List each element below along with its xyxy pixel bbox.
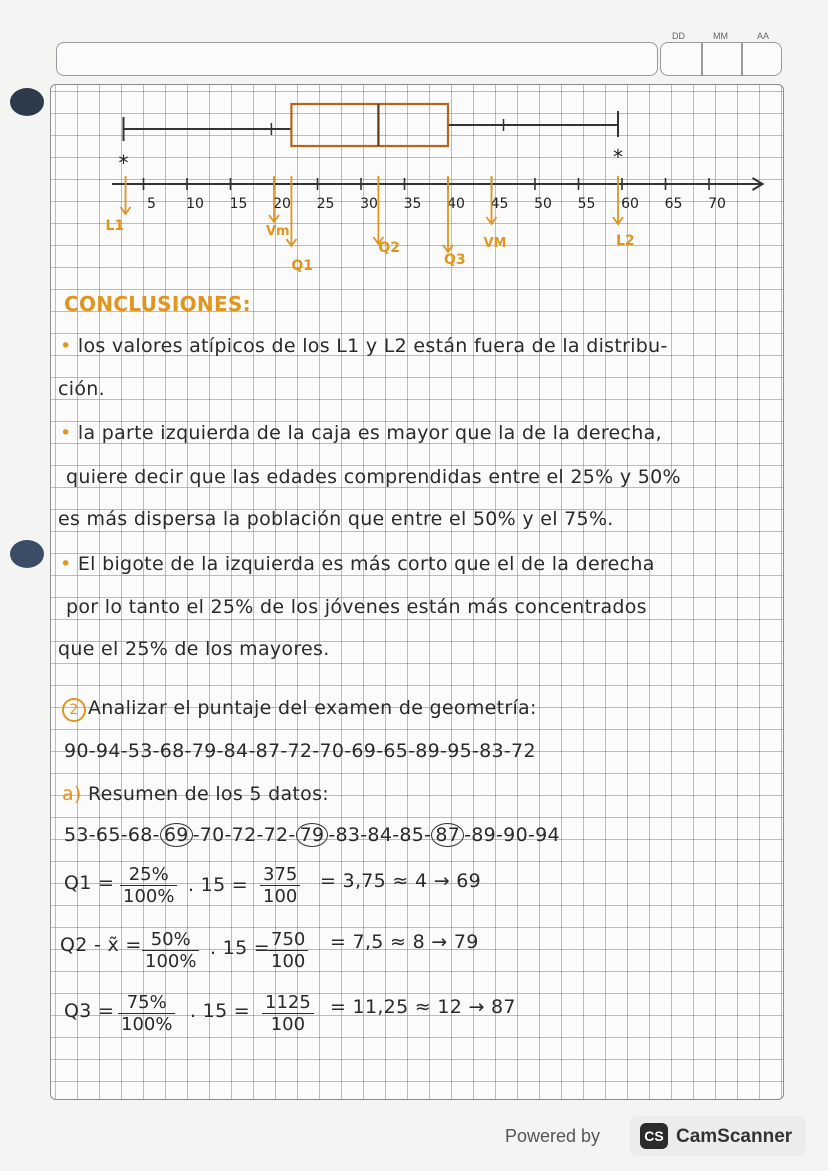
camscanner-logo-icon: CS	[640, 1123, 668, 1149]
conclusion-line: • los valores atípicos de los L1 y L2 están fuera de la distribu-	[60, 335, 668, 357]
part-label: a)	[62, 783, 82, 805]
q2-result: = 7,5 ≈ 8 → 79	[330, 931, 479, 953]
powered-by-text: Powered by	[505, 1126, 601, 1146]
label-l1: L1	[105, 218, 125, 234]
axis-tick-label: 10	[186, 196, 204, 212]
q3-mult: . 15 =	[190, 1000, 251, 1022]
q1-lhs: Q1 =	[64, 872, 115, 894]
axis-tick-label: 65	[664, 196, 683, 212]
conclusion-line: por lo tanto el 25% de los jóvenes están más concentrados	[66, 596, 647, 618]
date-label-year: AA	[757, 31, 770, 41]
q1-result: = 3,75 ≈ 4 → 69	[320, 870, 482, 892]
exercise-title: 2 Analizar el puntaje del examen de geometría:	[62, 697, 537, 722]
q2-fraction-2: $\frac{750}{100}$	[268, 929, 308, 972]
circled-value: 69	[160, 823, 193, 847]
axis-tick-label: 40	[447, 196, 465, 212]
axis-tick-label: 55	[577, 196, 596, 212]
axis-tick-label: 30	[360, 196, 378, 212]
label-vm-right: VM	[483, 236, 507, 251]
outlier-mark-right: *	[613, 145, 623, 169]
label-vm-left: Vm	[266, 224, 290, 239]
conclusion-line: que el 25% de los mayores.	[58, 638, 330, 660]
q1-mult: . 15 =	[188, 874, 249, 896]
label-l2: L2	[616, 233, 635, 249]
conclusion-line: • la parte izquierda de la caja es mayor que la de la derecha,	[60, 422, 662, 444]
q2-fraction: $\frac{50\%}{100\%}$	[142, 929, 199, 972]
q1-fraction-2: $\frac{375}{100}$	[260, 864, 300, 907]
axis-tick-label: 20	[273, 196, 291, 212]
boxplot-diagram	[0, 0, 828, 300]
axis-tick-label: 45	[490, 196, 509, 212]
axis-tick-label: 15	[229, 196, 248, 212]
axis-tick-label: 60	[621, 196, 639, 212]
q3-result: = 11,25 ≈ 12 → 87	[330, 996, 516, 1018]
conclusion-line: es más dispersa la población que entre el 50% y el 75%.	[58, 508, 614, 530]
q1-fraction: $\frac{25\%}{100\%}$	[120, 864, 177, 907]
outlier-mark-left: *	[118, 151, 129, 175]
interquartile-box	[291, 104, 448, 146]
date-label-month: MM	[713, 31, 728, 41]
camscanner-name: CamScanner	[676, 1126, 793, 1147]
axis-tick-label: 5	[147, 196, 156, 212]
conclusion-line: ción.	[58, 378, 105, 400]
q2-mult: . 15 =	[210, 937, 271, 959]
conclusion-line: quiere decir que las edades comprendidas entre el 25% y 50%	[66, 466, 681, 488]
circled-value: 87	[431, 823, 464, 847]
sorted-data: 53-65-68- 69 -70-72-72- 79 -83-84-85- 87 -89-90-94	[64, 824, 560, 846]
q3-lhs: Q3 =	[64, 1000, 115, 1022]
part-a-heading: a) Resumen de los 5 datos:	[62, 783, 329, 805]
axis-tick-label: 70	[708, 196, 726, 212]
circled-value: 79	[296, 823, 329, 847]
label-q1: Q1	[291, 258, 314, 274]
conclusions-title: CONCLUSIONES:	[64, 292, 251, 316]
exercise-data: 90-94-53-68-79-84-87-72-70-69-65-89-95-83-72	[64, 740, 536, 762]
label-q3: Q3	[444, 252, 466, 268]
conclusion-line: • El bigote de la izquierda es más corto que el de la derecha	[60, 553, 655, 575]
label-q2: Q2	[378, 240, 401, 256]
axis-tick-label: 25	[316, 196, 335, 212]
exercise-number: 2	[62, 698, 86, 722]
q2-lhs: Q2 - x̃ =	[60, 934, 142, 956]
q3-fraction: $\frac{75\%}{100\%}$	[118, 992, 175, 1035]
axis-tick-label: 50	[534, 196, 552, 212]
date-label-day: DD	[672, 31, 685, 41]
q3-fraction-2: $\frac{1125}{100}$	[262, 992, 314, 1035]
axis-tick-label: 35	[403, 196, 422, 212]
binder-hole	[10, 540, 44, 568]
